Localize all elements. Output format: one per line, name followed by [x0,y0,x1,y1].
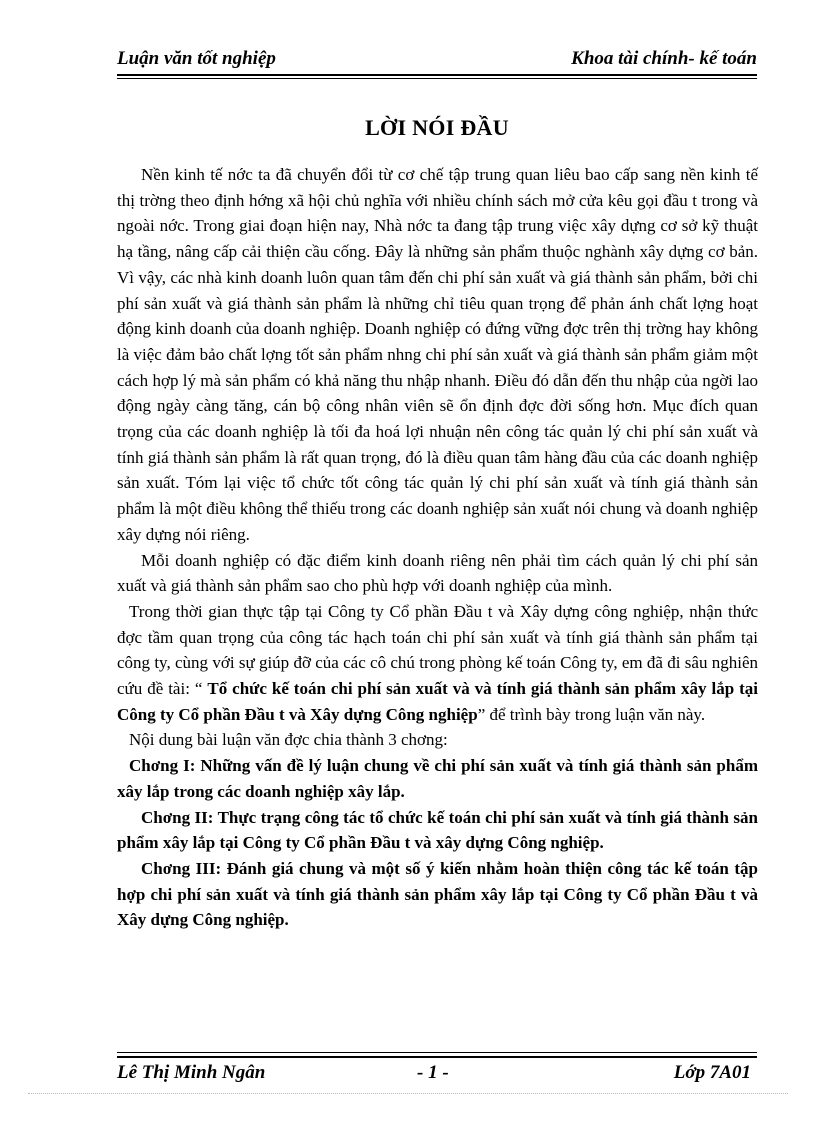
footer-rule-thin [117,1052,757,1053]
page-bottom-dotted-edge [28,1093,788,1094]
paragraph-internship [117,599,758,728]
footer-rule-thick [117,1056,757,1058]
document-body [117,162,758,933]
chapter-1: Chơng I: Những vấn đề lý luận chung về chi phí sản xuất và tính giá thành sản phẩm xây lắp trong các doanh nghiệp xây lắp. [117,756,758,801]
footer-page-number: - 1 - [417,1062,449,1083]
header-thesis-label: Luận văn tốt nghiệp [117,48,276,69]
internship-text-end: ” để trình bày trong luận văn này. [477,704,706,724]
header-rule-thin [117,78,757,79]
page-footer [117,1062,757,1086]
page-header [117,48,757,72]
footer-author: Lê Thị Minh Ngân [117,1062,266,1083]
internship-text: Trong thời gian thực tập tại Công ty Cổ phần Đầu t và Xây dựng công nghiệp, nhận thức đợc tầm quan trọng của công tác hạch toán chi phí sản xuất và tính giá thành sản phẩm tại công ty, cùng với sự giúp đỡ của các cô chú trong phòng kế toán Công ty, em đã đi sâu nghiên cứu đề tài: “ [117,601,758,699]
page-title: LỜI NÓI ĐẦU [365,115,509,140]
paragraph-business: Mỗi doanh nghiệp có đặc điểm kinh doanh riêng nên phải tìm cách quản lý chi phí sản xuất và giá thành sản phẩm sao cho phù hợp với doanh nghiệp của mình. [117,550,758,596]
chapter-2: Chơng II: Thực trạng công tác tổ chức kế toán chi phí sản xuất và tính giá thành sản phẩm xây lắp tại Công ty Cổ phần Đầu t và xây dựng Công nghiệp. [117,807,758,853]
paragraph-intro: Nền kinh tế nớc ta đã chuyển đổi từ cơ chế tập trung quan liêu bao cấp sang nền kinh tế thị trờng theo định hớng xã hội chủ nghĩa với nhiều chính sách mở cửa kêu gọi đầu t trong và ngoài nớc. Trong giai đoạn hiện nay, Nhà nớc ta đang tập trung việc xây dựng cơ sở kỹ thuật hạ tầng, nâng cấp cải thiện cầu cống. Đây là những sản phẩm thuộc nghành xây dựng cơ bản. Vì vậy, các nhà kinh doanh luôn quan tâm đến chi phí sản xuất và giá thành sản phẩm, bởi chi phí sản xuất và giá thành sản phẩm là những chỉ tiêu quan trọng để phản ánh chất lợng hoạt động kinh doanh của doanh nghiệp. Doanh nghiệp có đứng vững đợc trên thị trờng hay không là việc đảm bảo chất lợng tốt sản phẩm nhng chi phí sản xuất và giá thành sản phẩm giảm một cách hợp lý mà sản phẩm có khả năng thu nhập nhanh. Điều đó dẫn đến thu nhập của ngời lao động ngày càng tăng, cán bộ công nhân viên sẽ ổn định đợc đời sống hơn. Mục đích quan trọng của các doanh nghiệp là tối đa hoá lợi nhuận nên công tác quản lý chi phí sản xuất và tính giá thành sản phẩm là rất quan trọng, đó là điều quan tâm hàng đầu của các doanh nghiệp sản xuất. Tóm lại việc tổ chức tốt công tác quản lý chi phí sản xuất và tính giá thành sản phẩm là một điều không thể thiếu trong các doanh nghiệp sản xuất nói chung và doanh nghiệp xây dựng nói riêng. [117,165,758,544]
chapter-3: Chơng III: Đánh giá chung và một số ý kiến nhằm hoàn thiện công tác kế toán tập hợp chi phí sản xuất và tính giá thành sản phẩm xây lắp tại Công ty Cổ phần Đầu t và Xây dựng Công nghiệp. [117,858,758,930]
thesis-topic: Tổ chức kế toán chi phí sản xuất và và tính giá thành sản phẩm xây lắp tại Công ty Cổ phần Đầu t và Xây dựng Công nghiệp [117,679,758,724]
footer-class: Lớp 7A01 [673,1062,751,1083]
header-rule-thick [117,74,757,76]
header-faculty-label: Khoa tài chính- kế toán [571,48,757,69]
paragraph-outline: Nội dung bài luận văn đợc chia thành 3 chơng: [129,730,448,750]
